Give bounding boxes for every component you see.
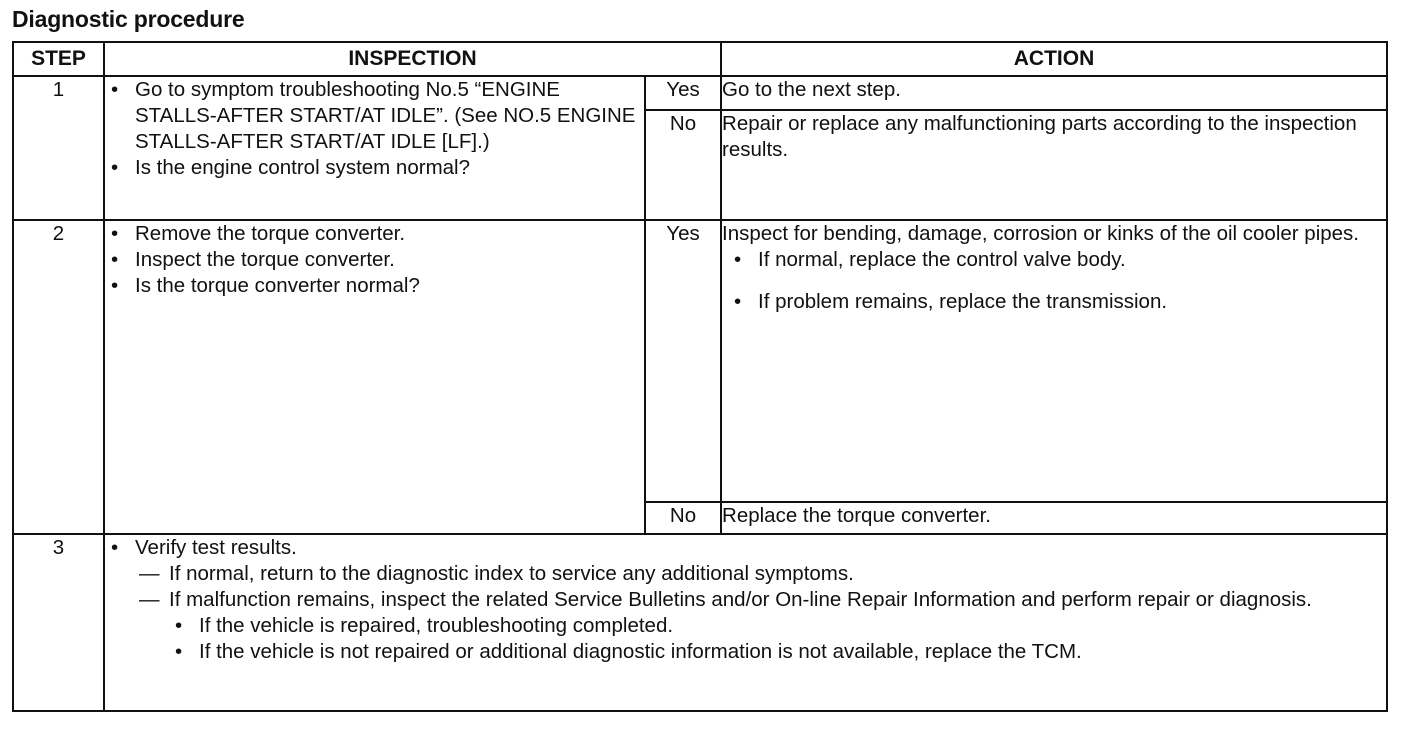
step-3-inspection-main: • Verify test results. xyxy=(105,535,1386,561)
step-2-no-action: Replace the torque converter. xyxy=(721,502,1387,534)
step-2-yes-action xyxy=(721,220,1387,502)
step-1-no-action: Repair or replace any malfunctioning parts according to the inspection results. xyxy=(721,110,1387,220)
header-action: ACTION xyxy=(721,42,1387,76)
step-3-dash-item: — If normal, return to the diagnostic index to service any additional symptoms. xyxy=(105,561,1386,587)
header-row xyxy=(13,42,1387,76)
step-2-number: 2 xyxy=(13,220,104,534)
step-2-yes-action-intro: Inspect for bending, damage, corrosion or kinks of the oil cooler pipes. xyxy=(722,222,1360,245)
step-2-yes-action-bullet: • If normal, replace the control valve body. xyxy=(728,247,1386,273)
step-2-inspection xyxy=(104,220,645,534)
step-1-yes-row xyxy=(13,76,1387,110)
step-2-yes-label: Yes xyxy=(645,220,721,502)
page-title: Diagnostic procedure xyxy=(12,6,245,32)
step-1-inspection xyxy=(104,76,645,220)
step-2-yes-row xyxy=(13,220,1387,502)
step-3-sub-item: • If the vehicle is repaired, troubleshooting completed. xyxy=(105,613,1386,639)
step-2-no-label: No xyxy=(645,502,721,534)
step-2-yes-action-bullet: • If problem remains, replace the transmission. xyxy=(728,289,1386,315)
step-3-inspection xyxy=(104,534,1387,711)
step-1-yes-label: Yes xyxy=(645,76,721,110)
step-2-inspection-item: • Remove the torque converter. xyxy=(105,221,644,247)
step-1-inspection-item: • Go to symptom troubleshooting No.5 “ENGINE STALLS-AFTER START/AT IDLE”. (See NO.5 ENGINE STALLS-AFTER START/AT IDLE [LF].) xyxy=(105,77,644,155)
header-step: STEP xyxy=(13,42,104,76)
step-3-sub-item: • If the vehicle is not repaired or additional diagnostic information is not available, replace the TCM. xyxy=(105,639,1386,665)
step-3-row xyxy=(13,534,1387,711)
step-1-yes-action: Go to the next step. xyxy=(721,76,1387,110)
header-inspection: INSPECTION xyxy=(104,42,721,76)
diagnostic-procedure-table xyxy=(12,41,1388,712)
step-1-no-label: No xyxy=(645,110,721,220)
step-1-number: 1 xyxy=(13,76,104,220)
step-3-number: 3 xyxy=(13,534,104,711)
step-2-inspection-item: • Is the torque converter normal? xyxy=(105,273,644,299)
step-2-inspection-item: • Inspect the torque converter. xyxy=(105,247,644,273)
step-1-inspection-item: • Is the engine control system normal? xyxy=(105,155,644,181)
step-3-dash-item: — If malfunction remains, inspect the related Service Bulletins and/or On-line Repair Information and perform repair or diagnosis. xyxy=(105,587,1386,613)
